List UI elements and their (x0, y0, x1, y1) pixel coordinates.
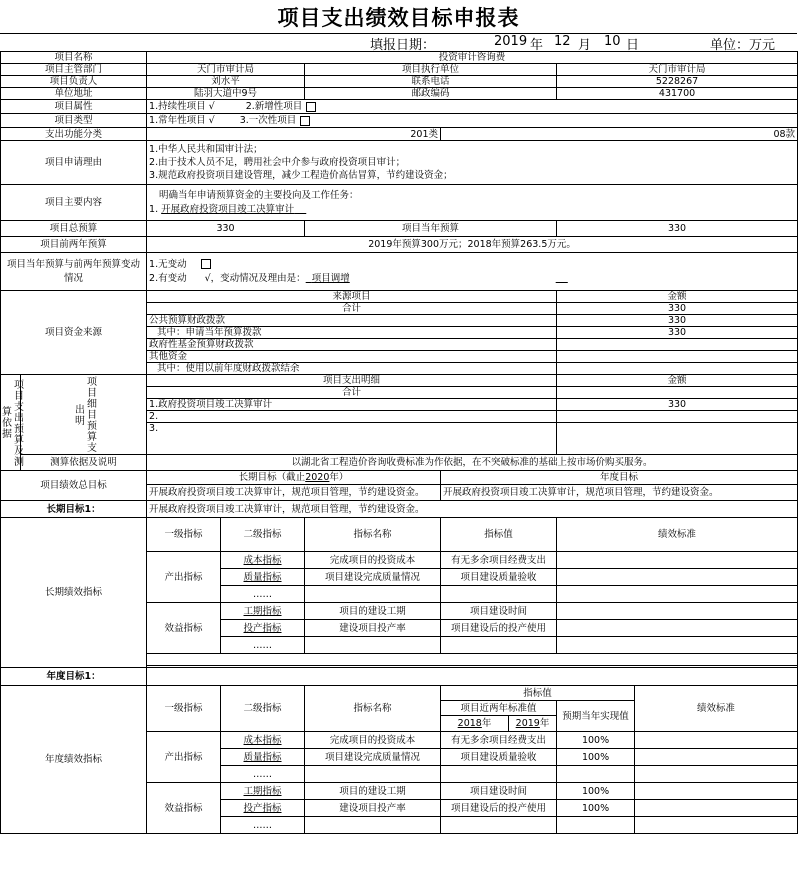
year-perf-name: 项目建设完成质量情况 (305, 749, 441, 766)
funds-col-source: 来源项目 (147, 291, 557, 303)
change-option-none: 1.无变动 (149, 258, 187, 270)
long-goal-head-prefix: 长期目标（截止 (238, 472, 306, 483)
year-perf-standard (635, 766, 798, 783)
long-perf-l2: …… (221, 586, 305, 603)
funds-row-amount (557, 363, 798, 375)
year-perf-value (441, 817, 557, 834)
dept-label: 项目主管部门 (1, 64, 147, 76)
long-goal-head-year: 2020 (305, 472, 330, 483)
year-perf-expect: 100% (557, 783, 635, 800)
year-perf-standard (635, 800, 798, 817)
long-perf-h3: 指标名称 (305, 518, 441, 552)
long-perf-h2: 二级指标 (221, 518, 305, 552)
year-goal-1-text (147, 668, 798, 686)
year-perf-y2-unit: 年 (539, 718, 550, 729)
total-budget-value: 330 (147, 221, 305, 237)
year-perf-name: 完成项目的投资成本 (305, 732, 441, 749)
detail-row-name: 合计 (147, 387, 557, 399)
long-perf-value: 项目建设时间 (441, 603, 557, 620)
year-perf-value (441, 766, 557, 783)
long-perf-h5: 绩效标准 (557, 518, 798, 552)
basis-label: 测算依据及说明 (21, 455, 147, 471)
year-perf-output-label: 产出指标 (147, 732, 221, 783)
detail-row-amount (557, 387, 798, 399)
year-perf-name: 项目的建设工期 (305, 783, 441, 800)
detail-row-amount (557, 411, 798, 423)
year-perf-name: 建设项目投产率 (305, 800, 441, 817)
long-goal-1-label: 长期目标1： (1, 501, 147, 518)
content-line-2-text: 开展政府投资项目竣工决算审计 (161, 203, 295, 215)
year-perf-y1 (441, 716, 509, 732)
long-perf-l2: 成本指标 (221, 552, 305, 569)
budget-change-label: 项目当年预算与前两年预算变动情况 (1, 253, 147, 291)
detail-row-name: 2. (147, 411, 557, 423)
funds-row-amount (557, 339, 798, 351)
long-perf-standard (557, 569, 798, 586)
current-budget-value: 330 (557, 221, 798, 237)
change-reason-value (306, 272, 546, 286)
year-perf-value-head: 指标值 (441, 686, 635, 701)
fill-date-label: 填报日期： (370, 38, 436, 53)
long-goal-head-suffix: 年） (329, 472, 349, 483)
funds-row-amount: 330 (557, 303, 798, 315)
detail-row-name: 3. (147, 423, 557, 455)
year-perf-h3: 指标名称 (305, 686, 441, 732)
phone-value: 5228267 (557, 76, 798, 88)
long-perf-value (441, 637, 557, 654)
prev-budget-label: 项目前两年预算 (1, 237, 147, 253)
year-perf-value: 项目建设时间 (441, 783, 557, 800)
func-class-b: 08款 (441, 128, 798, 141)
long-perf-name (305, 586, 441, 603)
page-title: 项目支出绩效目标申报表 (277, 6, 520, 30)
long-perf-benefit-label: 效益指标 (147, 603, 221, 654)
funds-row-amount: 330 (557, 315, 798, 327)
fill-year-unit: 年 (530, 38, 544, 53)
fill-month: 12 (554, 34, 571, 49)
long-perf-standard (557, 552, 798, 569)
attr-label: 项目属性 (1, 100, 147, 114)
funds-row-name: 合计 (147, 303, 557, 315)
year-perf-y1-value: 2018 (457, 718, 482, 729)
year-goal-head: 年度目标 (441, 471, 798, 485)
zip-value: 431700 (557, 88, 798, 100)
reason-line-2: 2.由于技术人员不足，聘用社会中介参与政府投资项目审计； (149, 157, 406, 168)
year-perf-expect: 100% (557, 732, 635, 749)
year-perf-expect (557, 766, 635, 783)
content-line-1: 明确当年申请预算资金的主要投向及工作任务： (159, 189, 359, 201)
dept-value: 天门市审计局 (147, 64, 305, 76)
year-perf-benefit-label: 效益指标 (147, 783, 221, 834)
detail-row-amount: 330 (557, 399, 798, 411)
change-check-mark: √ (204, 272, 211, 284)
funds-label: 项目资金来源 (1, 291, 147, 375)
change-option-changed: 2.有变动 (149, 272, 187, 284)
year-perf-label: 年度绩效指标 (1, 686, 147, 834)
funds-row-amount (557, 351, 798, 363)
funds-row-name: 公共预算财政拨款 (147, 315, 557, 327)
long-perf-h1: 一级指标 (147, 518, 221, 552)
year-perf-standard (635, 783, 798, 800)
year-perf-value: 有无多余项目经费支出 (441, 732, 557, 749)
year-perf-expect: 100% (557, 749, 635, 766)
declaration-table (0, 51, 798, 834)
unit-label: 单位：万元 (710, 38, 776, 53)
year-perf-l2: 成本指标 (221, 732, 305, 749)
year-perf-y1-unit: 年 (481, 718, 492, 729)
fill-year: 2019 (494, 34, 528, 49)
funds-row-name: 政府性基金预算财政拨款 (147, 339, 557, 351)
long-perf-standard (557, 603, 798, 620)
reason-line-1: 1.中华人民共和国审计法； (149, 144, 263, 155)
type-options (147, 114, 798, 128)
checkbox-icon (201, 259, 211, 269)
funds-col-amount: 金额 (557, 291, 798, 303)
func-class-label: 支出功能分类 (1, 128, 147, 141)
reason-label: 项目申请理由 (1, 141, 147, 185)
long-perf-l2: 投产指标 (221, 620, 305, 637)
year-perf-recent-head: 项目近两年标准值 (441, 701, 557, 716)
zip-label: 邮政编码 (305, 88, 557, 100)
long-perf-output-label: 产出指标 (147, 552, 221, 603)
change-reason-label: ，变动情况及理由是： (210, 272, 306, 284)
year-perf-y2-value: 2019 (515, 718, 540, 729)
content-line-2 (149, 203, 795, 217)
year-perf-h5: 绩效标准 (635, 686, 798, 732)
project-head-value: 刘水平 (147, 76, 305, 88)
attr-option-new: 2.新增性项目 (245, 101, 303, 112)
funds-row-name: 其他资金 (147, 351, 557, 363)
address-label: 单位地址 (1, 88, 147, 100)
content-text (147, 185, 798, 221)
long-perf-label: 长期绩效指标 (1, 518, 147, 668)
long-perf-name: 项目的建设工期 (305, 603, 441, 620)
type-option-onetime: 3.一次性项目 (239, 115, 297, 126)
long-goal-head (147, 471, 441, 485)
project-name-value: 投资审计咨询费 (147, 52, 798, 64)
checkbox-icon (306, 102, 316, 112)
funds-row-name: 其中：申请当年预算拨款 (147, 327, 557, 339)
date-unit-line (0, 33, 797, 51)
goals-label: 项目绩效总目标 (1, 471, 147, 501)
total-budget-label: 项目总预算 (1, 221, 147, 237)
long-perf-name: 建设项目投产率 (305, 620, 441, 637)
address-value: 陆羽大道中9号 (147, 88, 305, 100)
project-head-label: 项目负责人 (1, 76, 147, 88)
year-goal-1-label: 年度目标1： (1, 668, 147, 686)
attr-options (147, 100, 798, 114)
detail-inner-label: 项目细目预算支出明 (21, 375, 147, 455)
change-reason-text: 项目调增 (311, 272, 350, 284)
funds-row-name: 其中：使用以前年度财政拨款结余 (147, 363, 557, 375)
year-perf-name (305, 817, 441, 834)
project-name-label: 项目名称 (1, 52, 147, 64)
reason-line-3: 3.规范政府投资项目建设管理，减少工程造价高估冒算，节约建设资金； (149, 170, 453, 181)
detail-row-name: 1.政府投资项目竣工决算审计 (147, 399, 557, 411)
funds-row-amount: 330 (557, 327, 798, 339)
basis-value: 以湖北省工程造价咨询收费标准为作依据，在不突破标准的基础上按市场价购买服务。 (147, 455, 798, 471)
long-perf-l2: 质量指标 (221, 569, 305, 586)
year-perf-name (305, 766, 441, 783)
year-goal-text: 开展政府投资项目竣工决算审计，规范项目管理，节约建设资金。 (441, 485, 798, 501)
content-line-2-prefix: 1. (149, 203, 159, 215)
year-perf-h2: 二级指标 (221, 686, 305, 732)
long-goal-1-text: 开展政府投资项目竣工决算审计，规范项目管理，节约建设资金。 (147, 501, 798, 518)
long-perf-spacer (147, 654, 798, 666)
fill-day: 10 (604, 34, 621, 49)
long-perf-value (441, 586, 557, 603)
long-perf-value: 有无多余项目经费支出 (441, 552, 557, 569)
type-option-annual: 1.常年性项目 √ (149, 115, 215, 126)
year-perf-standard (635, 749, 798, 766)
long-perf-standard (557, 637, 798, 654)
exec-unit-label: 项目执行单位 (305, 64, 557, 76)
year-perf-expect (557, 817, 635, 834)
long-perf-value: 项目建设后的投产使用 (441, 620, 557, 637)
checkbox-icon (300, 116, 310, 126)
long-perf-standard (557, 586, 798, 603)
year-perf-value: 项目建设质量验收 (441, 749, 557, 766)
long-goal-text: 开展政府投资项目竣工决算审计，规范项目管理，节约建设资金。 (147, 485, 441, 501)
year-perf-l2: 投产指标 (221, 800, 305, 817)
reason-text (147, 141, 798, 185)
prev-budget-value: 2019年预算300万元；2018年预算263.5万元。 (147, 237, 798, 253)
detail-row-amount (557, 423, 798, 455)
year-perf-expect: 100% (557, 800, 635, 817)
long-perf-l2: …… (221, 637, 305, 654)
year-perf-l2: 质量指标 (221, 749, 305, 766)
type-label: 项目类型 (1, 114, 147, 128)
year-perf-value: 项目建设后的投产使用 (441, 800, 557, 817)
year-perf-y2 (509, 716, 557, 732)
fill-day-unit: 日 (626, 38, 640, 53)
long-perf-value: 项目建设质量验收 (441, 569, 557, 586)
long-perf-l2: 工期指标 (221, 603, 305, 620)
content-label: 项目主要内容 (1, 185, 147, 221)
long-perf-name (305, 637, 441, 654)
long-perf-name: 项目建设完成质量情况 (305, 569, 441, 586)
year-perf-h1: 一级指标 (147, 686, 221, 732)
year-perf-l2: 工期指标 (221, 783, 305, 800)
phone-label: 联系电话 (305, 76, 557, 88)
detail-col-item: 项目支出明细 (147, 375, 557, 387)
year-perf-standard (635, 817, 798, 834)
long-perf-name: 完成项目的投资成本 (305, 552, 441, 569)
budget-change-options (147, 253, 798, 291)
year-perf-l2: …… (221, 766, 305, 783)
long-perf-h4: 指标值 (441, 518, 557, 552)
attr-option-continuing: 1.持续性项目 √ (149, 101, 215, 112)
exec-unit-value: 天门市审计局 (557, 64, 798, 76)
long-perf-standard (557, 620, 798, 637)
detail-outer-label: 项目支出预算及测算依据 (1, 375, 21, 471)
func-class-a: 201类 (147, 128, 441, 141)
fill-month-unit: 月 (578, 38, 592, 53)
year-perf-expect-head: 预期当年实现值 (557, 701, 635, 732)
detail-col-amount: 金额 (557, 375, 798, 387)
year-perf-standard (635, 732, 798, 749)
current-budget-label: 项目当年预算 (305, 221, 557, 237)
year-perf-l2: …… (221, 817, 305, 834)
